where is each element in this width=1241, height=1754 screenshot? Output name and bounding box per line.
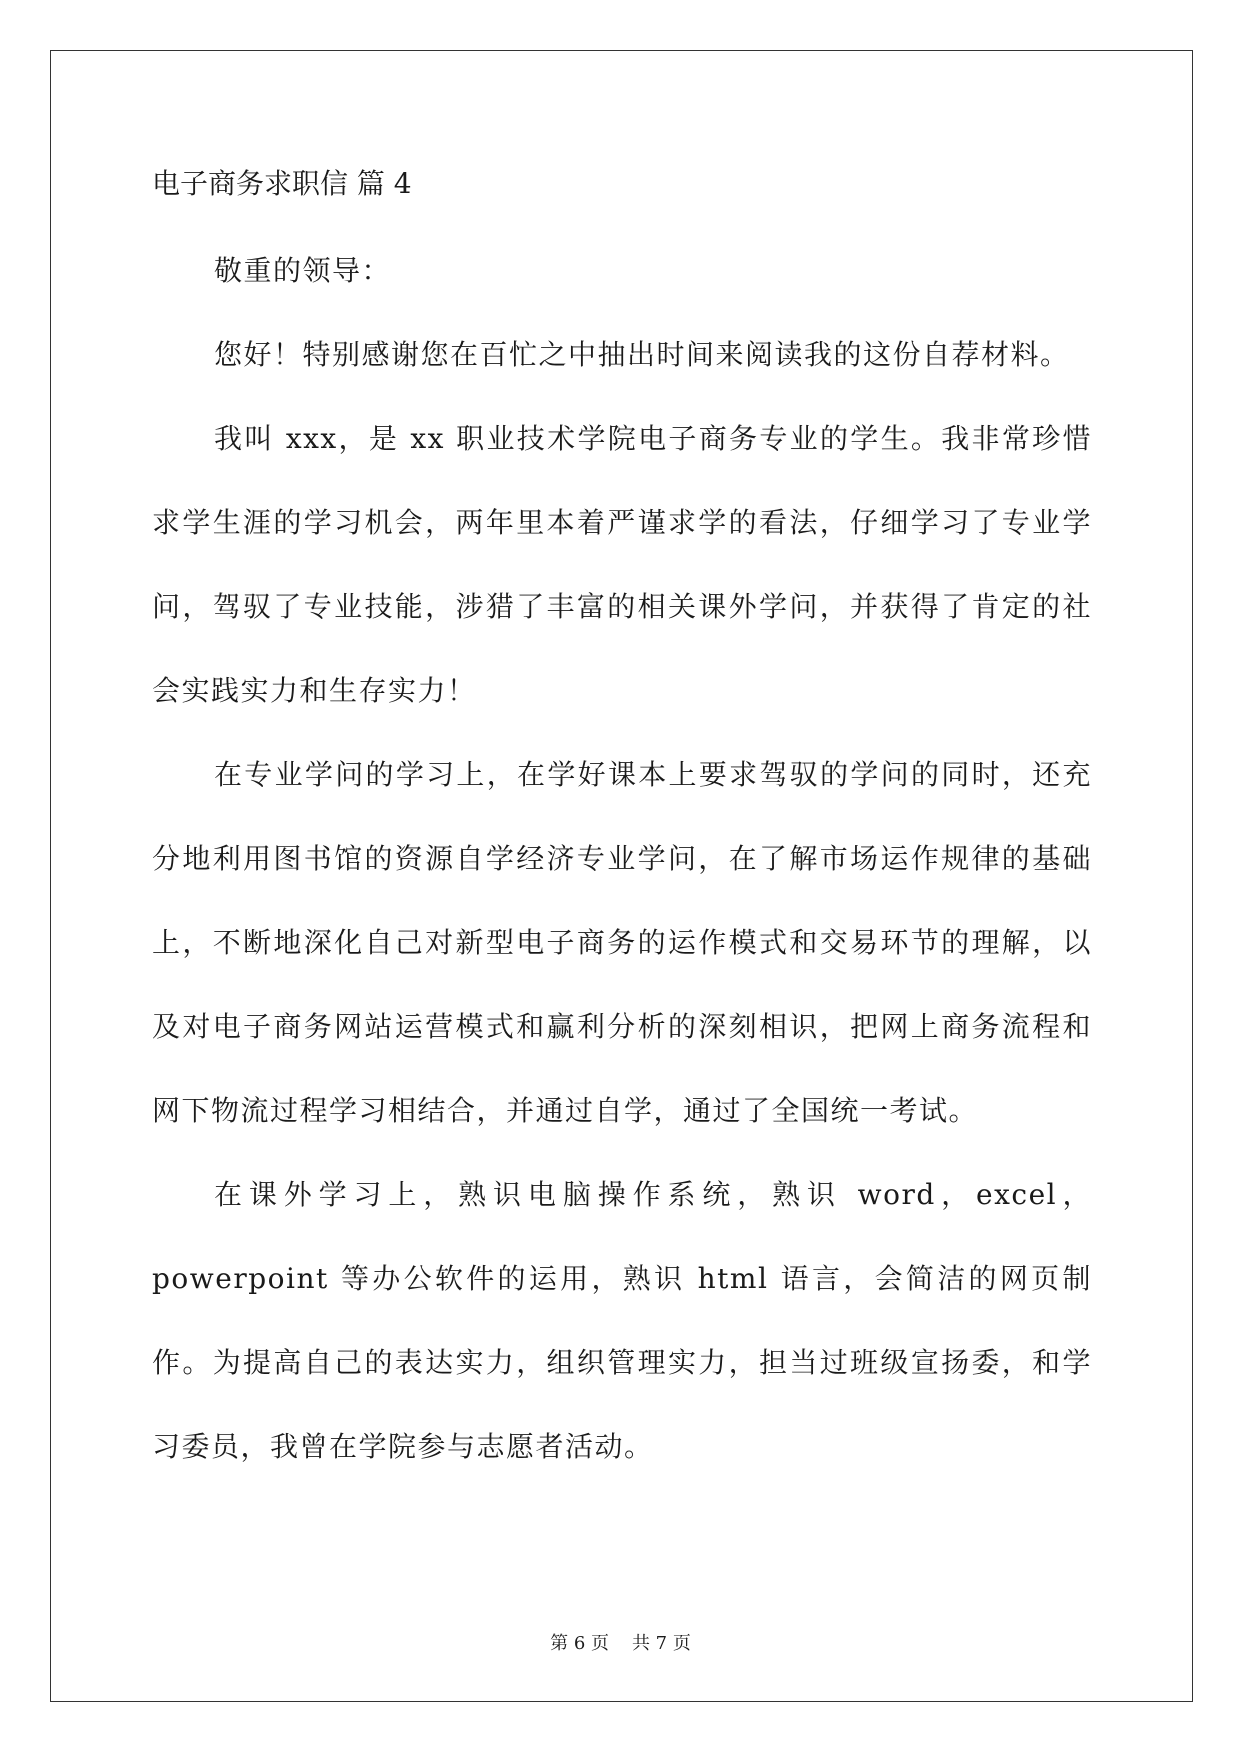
salutation: 敬重的领导： [214,254,392,287]
paragraph-extracurricular: 在课外学习上，熟识电脑操作系统，熟识 word，excel，powerpoint 等办公软件的运用，熟识 html 语言，会简洁的网页制作。为提高自己的表达实力，组织管理实力，担当过班级宣扬委，和学习委员，我曾在学院参与志愿者活动。 [152,1178,1092,1463]
page-number-footer: 第 6 页 共 7 页 [550,1633,691,1654]
document-heading: 电子商务求职信 篇 4 [152,167,412,200]
document-body [152,165,1092,1489]
paragraph-introduction: 我叫 xxx，是 xx 职业技术学院电子商务专业的学生。我非常珍惜求学生涯的学习机会，两年里本着严谨求学的看法，仔细学习了专业学问，驾驭了专业技能，涉猎了丰富的相关课外学问，并获得了肯定的社会实践实力和生存实力！ [152,422,1092,707]
paragraph-professional-study: 在专业学问的学习上，在学好课本上要求驾驭的学问的同时，还充分地利用图书馆的资源自学经济专业学问，在了解市场运作规律的基础上，不断地深化自己对新型电子商务的运作模式和交易环节的理解，以及对电子商务网站运营模式和赢利分析的深刻相识，把网上商务流程和网下物流过程学习相结合，并通过自学，通过了全国统一考试。 [152,758,1092,1127]
paragraph-greeting: 您好！特别感谢您在百忙之中抽出时间来阅读我的这份自荐材料。 [214,338,1070,371]
